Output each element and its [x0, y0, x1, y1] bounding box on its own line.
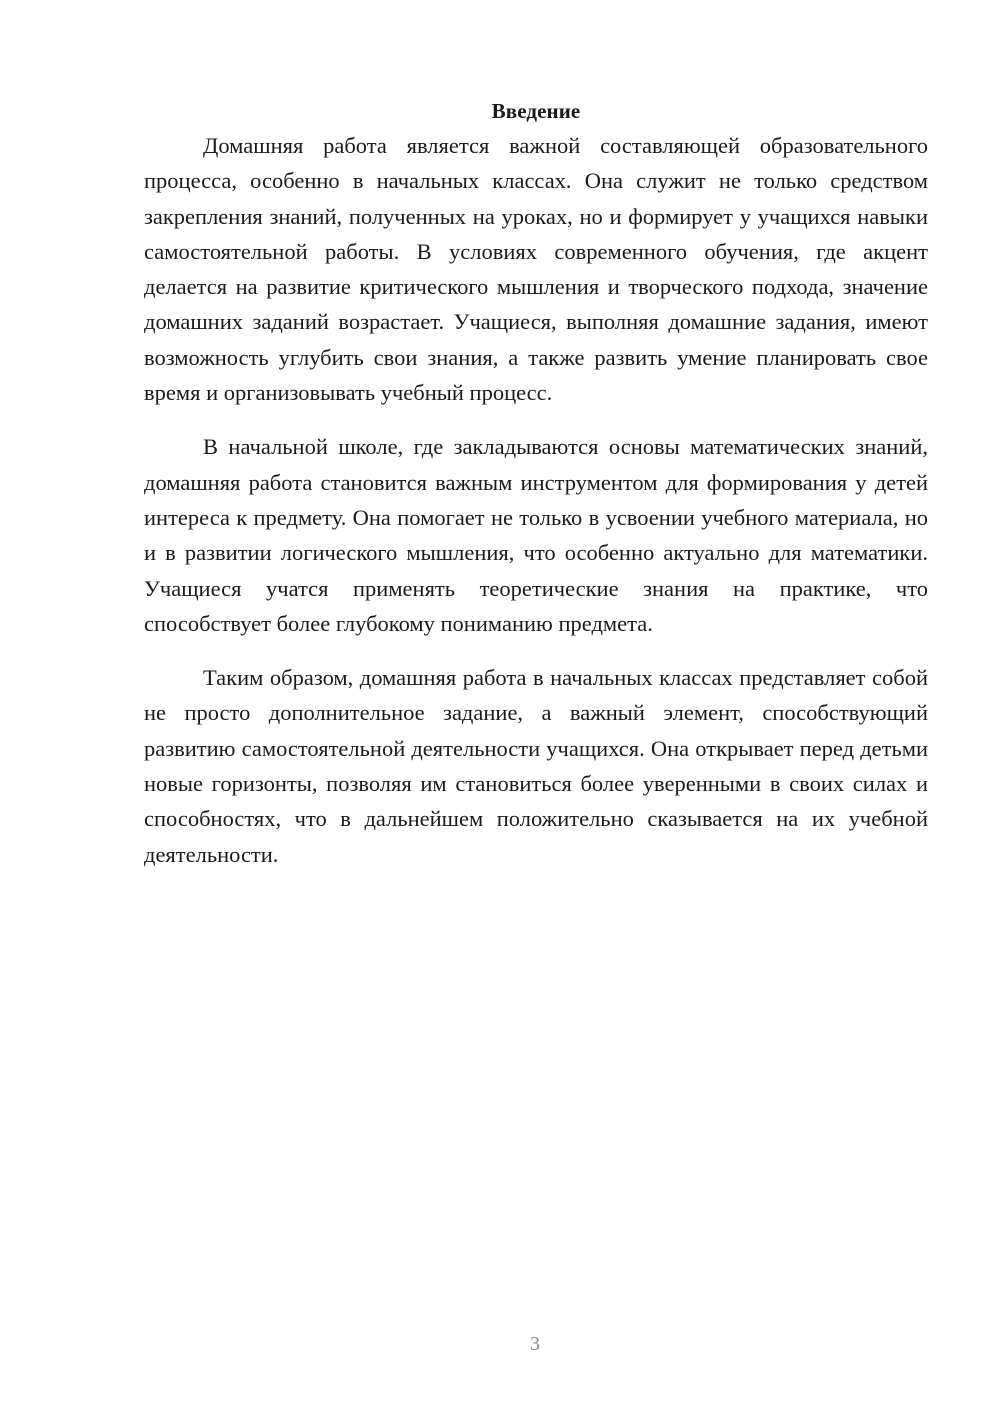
paragraph-3: Таким образом, домашняя работа в начальных классах представляет собой не просто дополнительное задание, а важный элемент, способствующий развитию самостоятельной деятельности учащихся. Она открывает перед детьми новые горизонты, позволяя им становиться более уверенными в своих силах и способностях, что в дальнейшем положительно сказывается на их учебной деятельности. [144, 665, 928, 867]
page-content [144, 96, 928, 891]
paragraph-2: В начальной школе, где закладываются основы математических знаний, домашняя работа становится важным инструментом для формирования у детей интереса к предмету. Она помогает не только в усвоении учебного материала, но и в развитии логического мышления, что особенно актуально для математики. Учащиеся учатся применять теоретические знания на практике, что способствует более глубокому пониманию предмета. [144, 434, 928, 636]
page-number: 3 [530, 1333, 540, 1355]
section-heading: Введение [491, 99, 581, 123]
paragraph-1: Домашняя работа является важной составляющей образовательного процесса, особенно в начальных классах. Она служит не только средством закрепления знаний, полученных на уроках, но и формирует у учащихся навыки самостоятельной работы. В условиях современного обучения, где акцент делается на развитие критического мышления и творческого подхода, значение домашних заданий возрастает. Учащиеся, выполняя домашние задания, имеют возможность углубить свои знания, а также развить умение планировать свое время и организовывать учебный процесс. [144, 133, 928, 406]
